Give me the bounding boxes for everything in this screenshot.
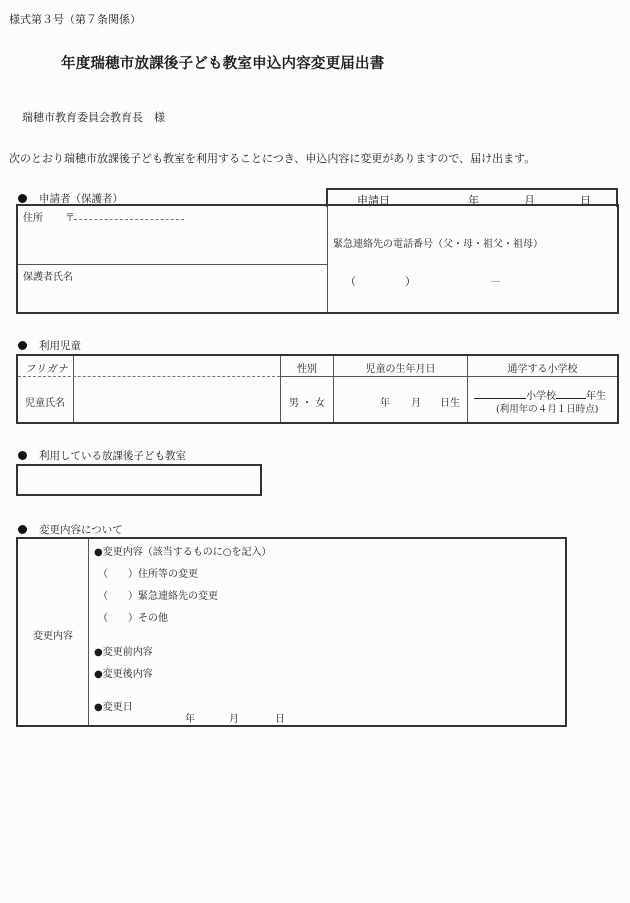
divider [88,539,89,725]
change-option-other[interactable]: （ ）その他 [98,613,168,624]
divider [73,356,74,422]
postal-code-field[interactable] [74,219,184,220]
change-option-emergency-contact[interactable]: （ ）緊急連絡先の変更 [98,591,218,602]
birth-year-label: 年 [380,398,390,409]
school-field[interactable] [474,387,606,402]
change-section-heading [18,522,123,537]
phone-open-paren: （ [345,275,356,288]
page-title: 年度瑞穂市放課後子ども教室申込内容変更届出書 [61,55,385,72]
change-date-year: 年 [185,714,195,725]
emergency-phone-field[interactable] [352,268,612,292]
school-suffix: 小学校 [526,391,556,402]
date-year-label: 年 [468,194,479,207]
divider [18,264,327,265]
application-date-label: 申請日 [357,194,390,207]
change-date-label: ●変更日 [94,702,133,713]
change-date-day: 日 [275,714,285,725]
change-row-label: 変更内容 [33,631,73,642]
emergency-phone-label: 緊急連絡先の電話番号（父・母・祖父・祖母） [333,239,543,250]
child-name-field[interactable] [76,380,276,418]
change-option-address[interactable]: （ ）住所等の変更 [98,569,198,580]
divider [280,376,617,377]
child-section-label: 利用児童 [39,340,81,352]
change-section-label: 変更内容について [39,524,123,536]
change-date-month: 月 [229,714,239,725]
date-month-label: 月 [524,194,535,207]
form-number: 様式第３号（第７条関係） [9,13,141,26]
child-table [16,354,619,424]
birth-day-label: 日生 [440,398,460,409]
change-items-heading: ●変更内容（該当するものに○を記入） [94,547,272,558]
child-section-heading [18,338,81,353]
applicant-table [16,204,619,314]
phone-dash: － [490,275,501,288]
grade-suffix: 年生 [586,391,606,402]
bullet-icon [18,451,27,460]
birth-month-label: 月 [411,398,421,409]
bullet-icon [18,194,27,203]
gender-header: 性別 [297,364,317,375]
classroom-section-label: 利用している放課後子ども教室 [39,450,186,462]
change-table [16,537,567,727]
furigana-field[interactable] [76,358,276,375]
after-content-label: ●変更後内容 [94,669,153,680]
guardian-name-field[interactable] [23,284,323,310]
bullet-icon [18,525,27,534]
phone-close-paren: ） [405,275,416,288]
postal-mark: 〒 [65,213,75,224]
birthdate-header: 児童の生年月日 [365,364,436,375]
furigana-label: フリガナ [25,364,69,375]
school-name-blank[interactable] [474,388,526,399]
date-day-label: 日 [580,194,591,207]
addressee: 瑞穂市教育委員会教育長 様 [22,111,165,124]
classroom-field[interactable] [16,464,262,496]
before-content-label: ●変更前内容 [94,647,153,658]
intro-text: 次のとおり瑞穂市放課後子ども教室を利用することにつき、申込内容に変更がありますので、届け出ます。 [9,152,536,165]
grade-blank[interactable] [556,388,586,399]
guardian-name-label: 保護者氏名 [23,272,73,283]
child-name-label: 児童氏名 [25,398,65,409]
bullet-icon [18,341,27,350]
school-header: 通学する小学校 [507,364,578,375]
divider [327,206,328,312]
address-label: 住所 [23,213,43,224]
divider [18,376,280,377]
gender-options[interactable]: 男 ・ 女 [288,398,326,409]
school-note: (利用年の４月１日時点) [496,404,599,415]
address-field[interactable] [23,226,323,260]
applicant-section-label: 申請者（保護者） [39,193,123,205]
classroom-section-heading [18,448,186,463]
